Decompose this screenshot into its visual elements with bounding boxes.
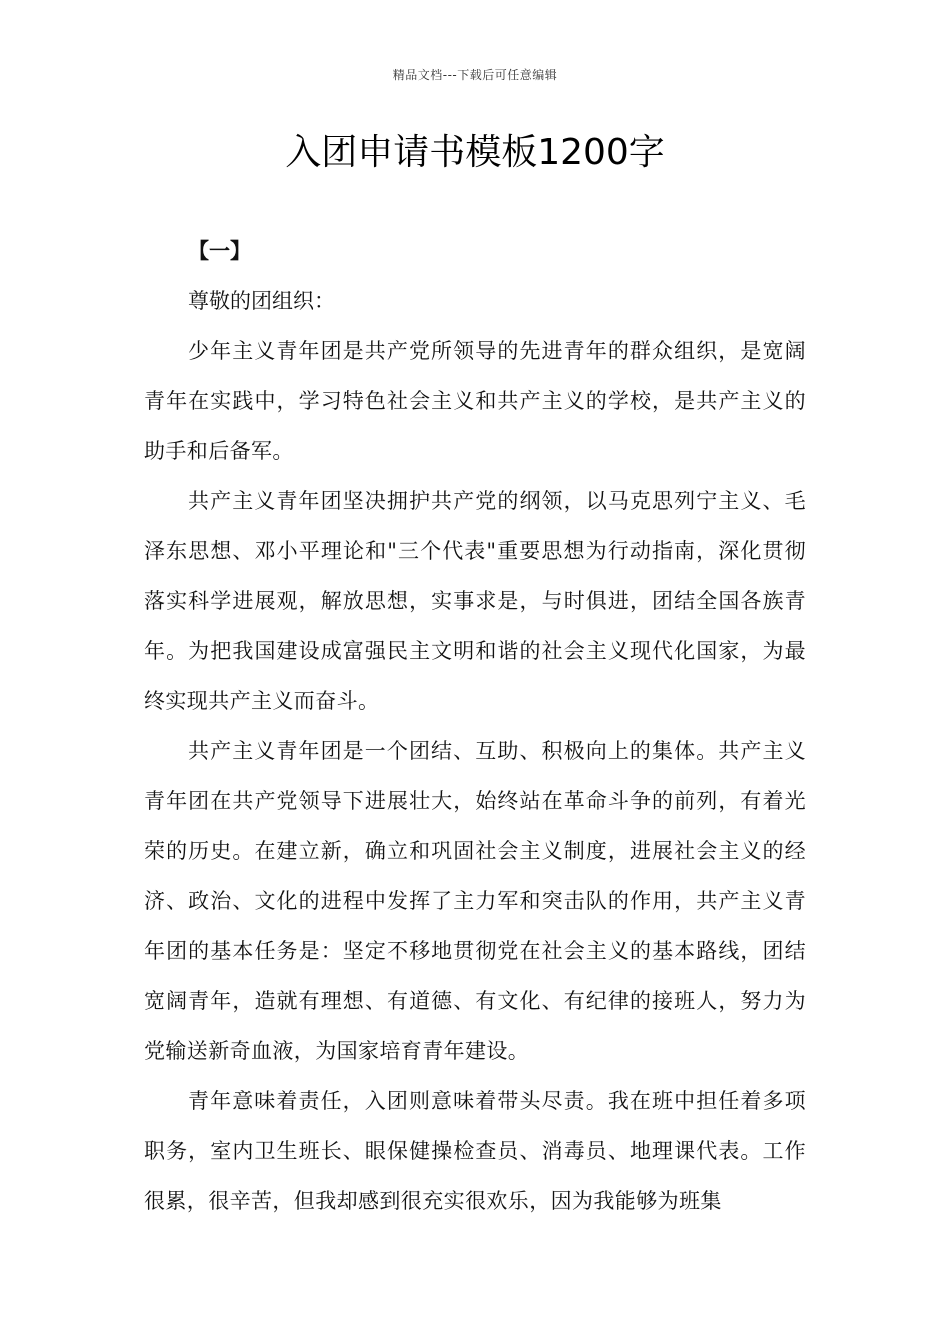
page-header: 精品文档---下载后可任意编辑 xyxy=(392,68,558,82)
paragraph-1: 少年主义青年团是共产党所领导的先进青年的群众组织，是宽阔青年在实践中，学习特色社会主义和共产主义的学校，是共产主义的助手和后备军。 xyxy=(144,339,806,463)
document-title: 入团申请书模板1200字 xyxy=(285,132,665,173)
paragraph-3: 共产主义青年团是一个团结、互助、积极向上的集体。共产主义青年团在共产党领导下进展壮大，始终站在革命斗争的前列，有着光荣的历史。在建立新，确立和巩固社会主义制度，进展社会主义的经济、政治、文化的进程中发挥了主力军和突击队的作用，共产主义青年团的基本任务是：坚定不移地贯彻党在社会主义的基本路线，团结宽阔青年，造就有理想、有道德、有文化、有纪律的接班人，努力为党输送新奇血液，为国家培育青年建设。 xyxy=(144,739,806,1063)
paragraph-4: 青年意味着责任，入团则意味着带头尽责。我在班中担任着多项职务，室内卫生班长、眼保健操检查员、消毒员、地理课代表。工作很累，很辛苦，但我却感到很充实很欢乐，因为我能够为班集 xyxy=(144,1089,806,1213)
salutation: 尊敬的团组织： xyxy=(188,289,335,313)
paragraph-2: 共产主义青年团坚决拥护共产党的纲领，以马克思列宁主义、毛泽东思想、邓小平理论和"三个代表"重要思想为行动指南，深化贯彻落实科学进展观，解放思想，实事求是，与时俱进，团结全国各族青年。为把我国建设成富强民主文明和谐的社会主义现代化国家，为最终实现共产主义而奋斗。 xyxy=(144,489,806,713)
document-body xyxy=(144,226,806,1226)
section-mark: 【一】 xyxy=(188,238,251,263)
